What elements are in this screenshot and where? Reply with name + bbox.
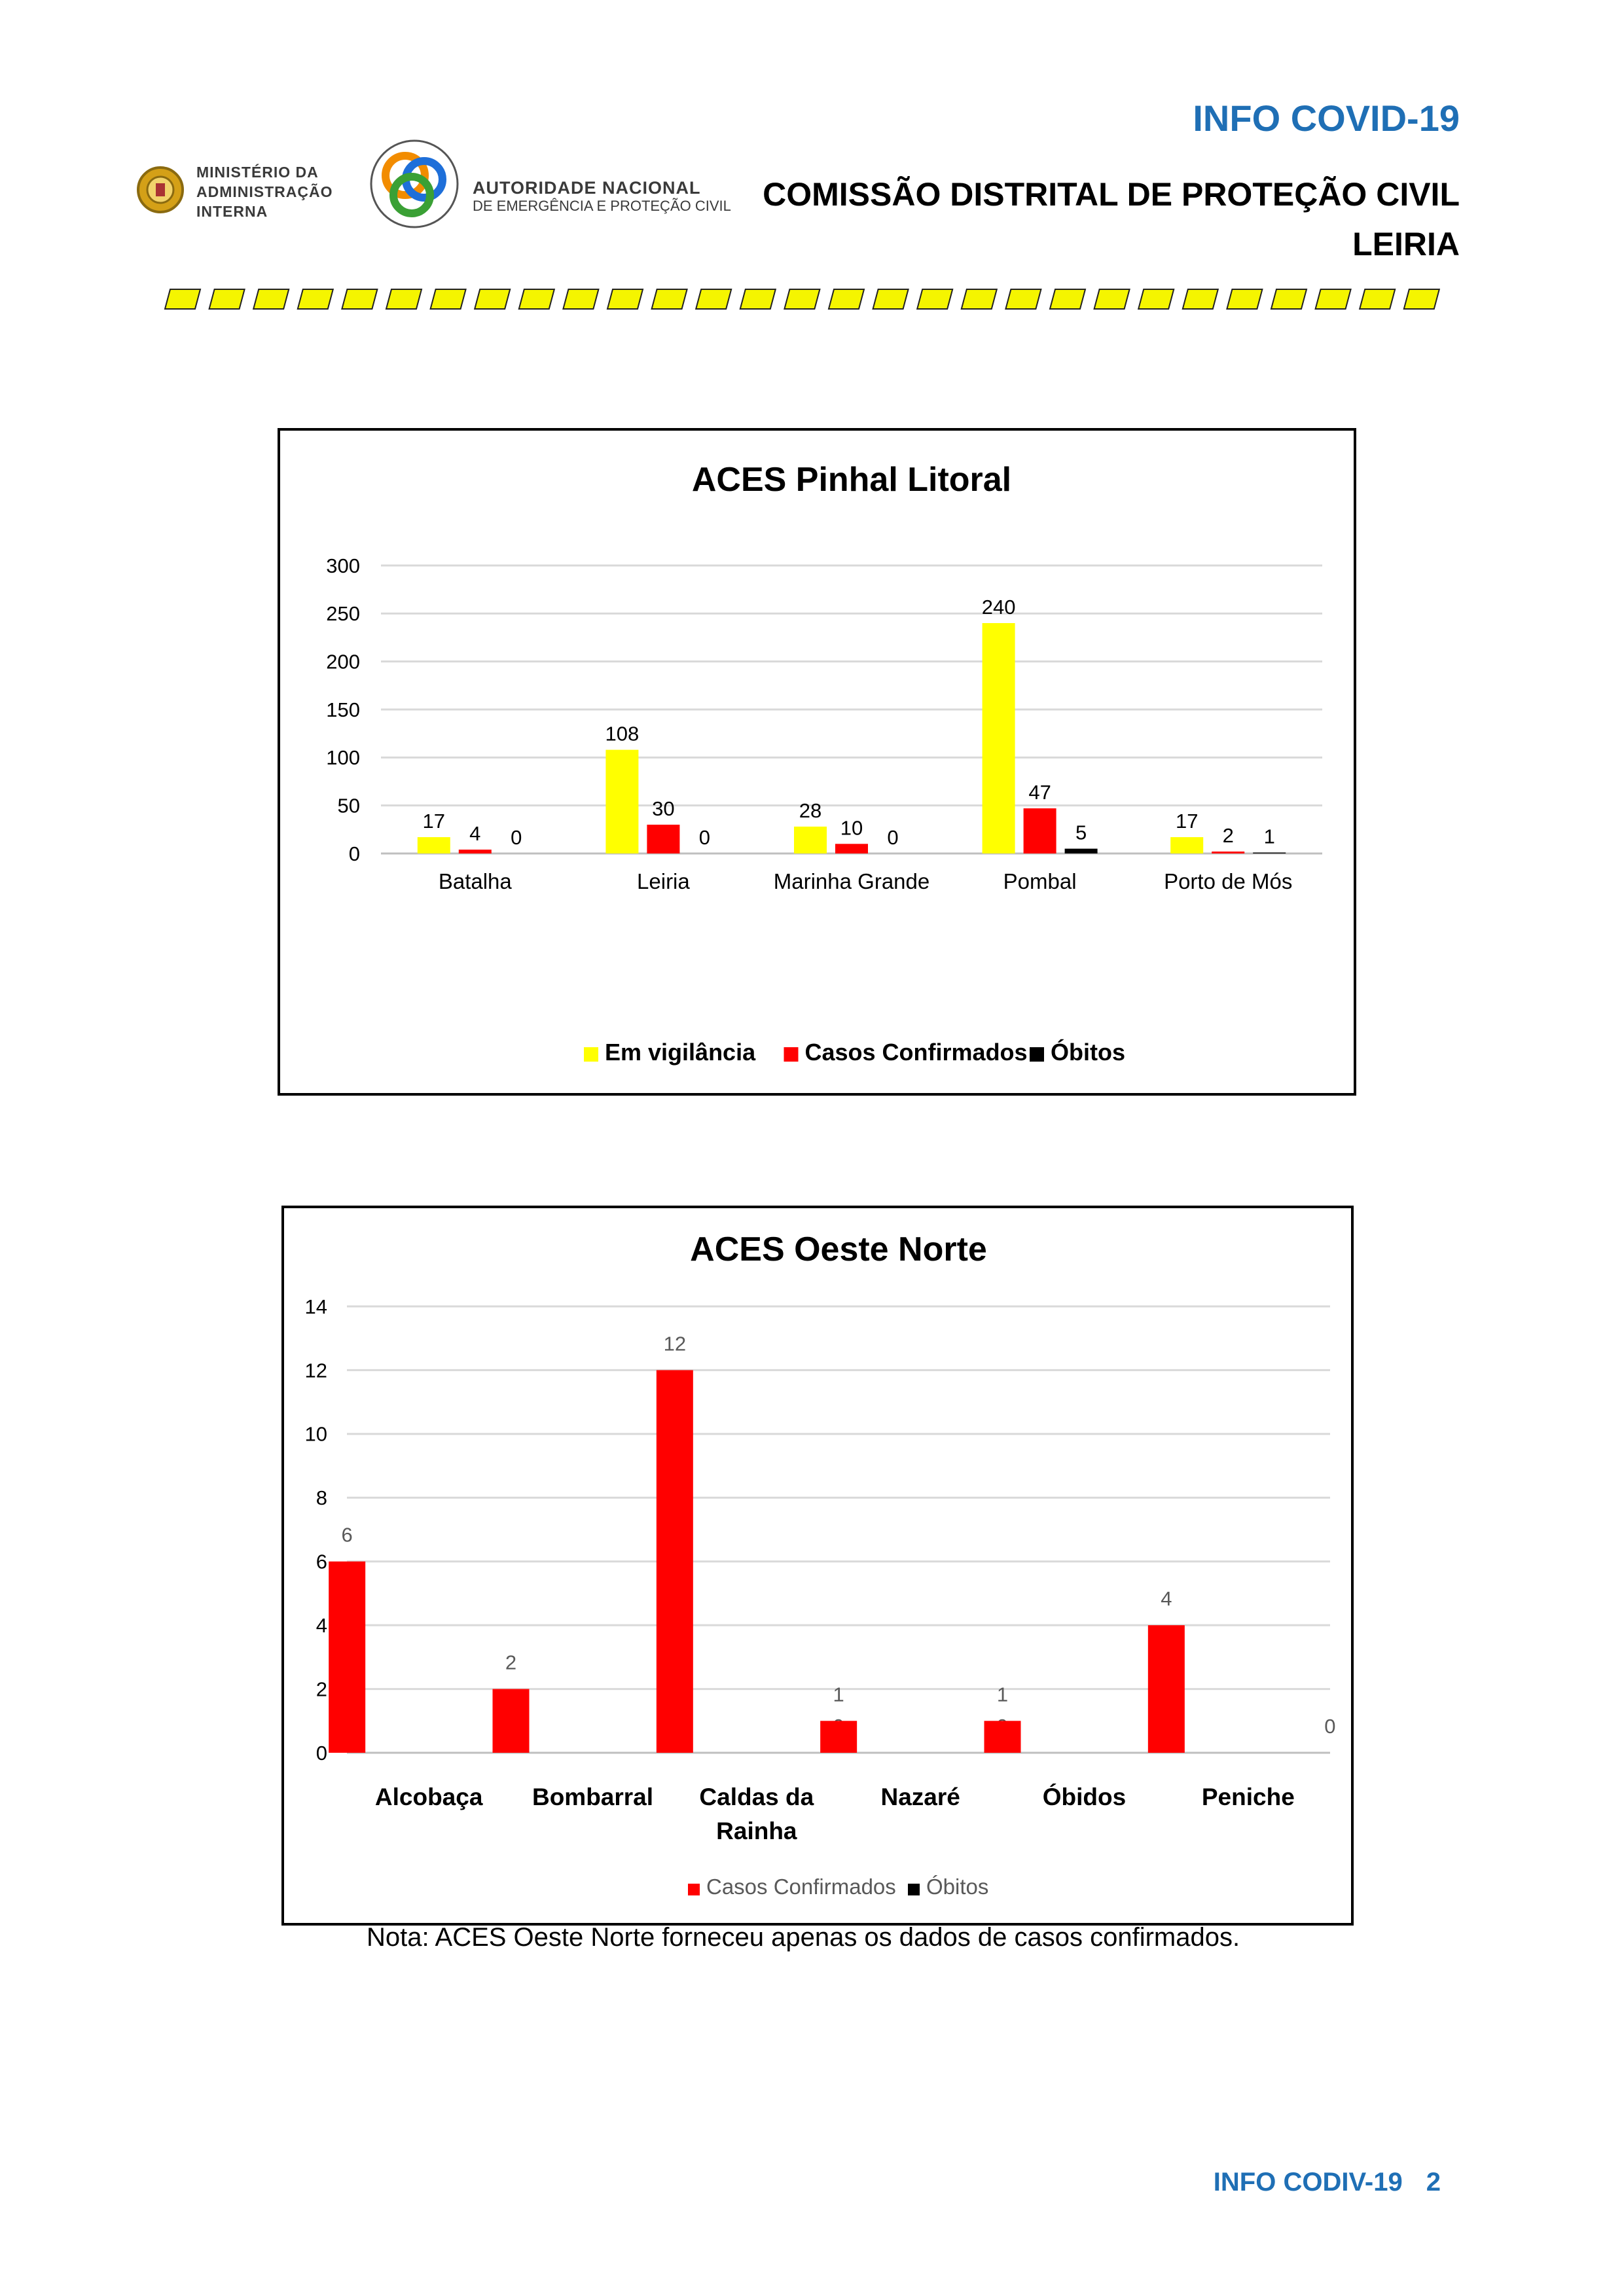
data-label: 0 <box>511 826 522 849</box>
stripe-segment <box>1227 289 1262 309</box>
bar-em-vigilância <box>1170 837 1203 853</box>
chart-oeste-norte-svg <box>284 1208 1351 1923</box>
data-label: 6 <box>341 1523 353 1547</box>
y-tick-label: 50 <box>337 794 360 817</box>
y-tick-label: 2 <box>316 1677 327 1701</box>
ministry-logo-text <box>196 162 333 221</box>
stripe-segment <box>475 289 510 309</box>
stripe-segment <box>253 289 289 309</box>
y-tick-label: 300 <box>326 554 360 577</box>
header-stripe <box>164 288 1447 313</box>
info-title: INFO COVID-19 <box>1193 98 1460 139</box>
category-label: Óbidos <box>1042 1784 1127 1810</box>
stripe-segment <box>1271 289 1307 309</box>
data-label: 30 <box>652 797 675 820</box>
footnote: Nota: ACES Oeste Norte forneceu apenas os dados de casos confirmados. <box>367 1923 1240 1952</box>
category-label: Alcobaça <box>374 1784 483 1810</box>
ministry-emblem-icon <box>134 164 187 216</box>
bar-casos-confirmados <box>1148 1625 1185 1753</box>
stripe-segment <box>652 289 687 309</box>
y-tick-label: 12 <box>304 1359 327 1382</box>
y-tick-label: 150 <box>326 698 360 721</box>
bar-em-vigilância <box>605 750 638 853</box>
data-label: 2 <box>1222 824 1234 848</box>
data-label: 0 <box>887 826 899 849</box>
category-label: Peniche <box>1201 1784 1295 1810</box>
y-tick-label: 10 <box>304 1422 327 1446</box>
legend-label: Casos Confirmados <box>804 1039 1028 1066</box>
stripe-segment <box>696 289 731 309</box>
bar-casos-confirmados <box>657 1370 693 1753</box>
y-tick-label: 14 <box>304 1295 327 1318</box>
category-label: Batalha <box>438 869 512 893</box>
stripe-segment <box>1316 289 1351 309</box>
y-tick-label: 100 <box>326 746 360 770</box>
data-label: 12 <box>663 1332 687 1355</box>
data-label: 1 <box>996 1683 1009 1706</box>
stripe-segment <box>431 289 466 309</box>
page-number: 2 <box>1426 2168 1441 2197</box>
data-label: 240 <box>981 596 1016 619</box>
stripe-segment <box>563 289 598 309</box>
ministry-line-1: MINISTÉRIO DA <box>196 164 319 181</box>
category-label: Marinha Grande <box>773 869 930 893</box>
stripe-segment <box>1094 289 1130 309</box>
stripe-segment <box>962 289 997 309</box>
y-tick-label: 0 <box>348 842 360 865</box>
y-tick-label: 4 <box>316 1613 327 1637</box>
data-label: 28 <box>799 798 822 822</box>
stripe-segment <box>740 289 776 309</box>
stripe-segment <box>873 289 909 309</box>
data-label: 4 <box>1161 1587 1172 1611</box>
y-tick-label: 0 <box>316 1741 327 1765</box>
commission-title: COMISSÃO DISTRITAL DE PROTEÇÃO CIVIL <box>763 176 1460 213</box>
y-tick-label: 8 <box>316 1486 327 1510</box>
category-label: Rainha <box>716 1818 797 1844</box>
district-title: LEIRIA <box>1352 226 1460 262</box>
legend-label: Em vigilância <box>605 1039 756 1066</box>
data-label: 5 <box>1075 821 1087 844</box>
footer-label: INFO CODIV-19 <box>1213 2168 1403 2197</box>
category-label: Leiria <box>637 869 690 893</box>
stripe-segment <box>1183 289 1218 309</box>
legend-swatch <box>688 1884 700 1895</box>
stripe-segment <box>386 289 422 309</box>
category-label: Nazaré <box>880 1784 960 1810</box>
anepc-logo-icon <box>368 137 461 230</box>
bar-em-vigilância <box>794 827 827 853</box>
stripe-segment <box>1360 289 1395 309</box>
ministry-line-3: INTERNA <box>196 203 268 220</box>
bar-casos-confirmados <box>493 1689 530 1753</box>
stripe-segment <box>1138 289 1174 309</box>
stripe-segment <box>1050 289 1085 309</box>
chart-title: ACES Pinhal Litoral <box>691 461 1012 499</box>
stripe-segment <box>1005 289 1041 309</box>
bar-casos-confirmados <box>647 825 679 853</box>
legend-swatch <box>584 1047 598 1062</box>
page-footer <box>1214 2168 1441 2197</box>
chart-pinhal-litoral-svg <box>280 431 1354 1093</box>
data-label: 47 <box>1028 781 1051 804</box>
ministry-line-2: ADMINISTRAÇÃO <box>196 183 333 200</box>
legend-swatch <box>784 1047 799 1062</box>
y-tick-label: 200 <box>326 650 360 673</box>
anepc-name-line2: DE EMERGÊNCIA E PROTEÇÃO CIVIL <box>473 198 731 214</box>
bar-casos-confirmados <box>835 844 868 853</box>
data-label: 108 <box>605 722 640 745</box>
bar-casos-confirmados <box>459 850 492 853</box>
legend-swatch <box>1030 1047 1044 1062</box>
category-label: Pombal <box>1003 869 1077 893</box>
legend-label: Óbitos <box>1051 1039 1125 1066</box>
stripe-segment <box>784 289 820 309</box>
data-label: 4 <box>469 822 481 846</box>
data-label: 17 <box>422 810 446 833</box>
chart-title: ACES Oeste Norte <box>690 1230 987 1268</box>
chart-pinhal-litoral <box>278 428 1356 1096</box>
legend-label: Óbitos <box>926 1874 989 1899</box>
y-tick-label: 6 <box>316 1550 327 1573</box>
data-label: 10 <box>840 816 863 840</box>
chart-oeste-norte <box>281 1206 1354 1926</box>
stripe-segment <box>1404 289 1439 309</box>
bar-em-vigilância <box>983 623 1015 853</box>
stripe-segment <box>298 289 333 309</box>
stripe-segment <box>519 289 554 309</box>
stripe-segment <box>209 289 245 309</box>
bar-óbitos <box>1065 849 1098 853</box>
bar-casos-confirmados <box>984 1721 1021 1753</box>
data-label: 0 <box>1324 1715 1336 1738</box>
data-label: 2 <box>505 1651 517 1674</box>
data-label: 17 <box>1175 810 1199 833</box>
stripe-segment <box>607 289 643 309</box>
category-label: Bombarral <box>532 1784 654 1810</box>
bar-casos-confirmados <box>820 1721 857 1753</box>
bar-em-vigilância <box>418 837 450 853</box>
legend-swatch <box>908 1884 920 1895</box>
y-tick-label: 250 <box>326 602 360 626</box>
anepc-name-line1: AUTORIDADE NACIONAL <box>473 178 701 198</box>
stripe-segment <box>342 289 377 309</box>
data-label: 0 <box>698 826 711 849</box>
bar-casos-confirmados <box>329 1562 365 1753</box>
bar-casos-confirmados <box>1212 852 1244 853</box>
legend-label: Casos Confirmados <box>706 1874 896 1899</box>
category-label: Caldas da <box>699 1784 814 1810</box>
bar-casos-confirmados <box>1024 808 1056 853</box>
stripe-segment <box>165 289 200 309</box>
data-label: 1 <box>833 1683 844 1706</box>
stripe-segment <box>917 289 952 309</box>
category-label: Porto de Mós <box>1164 869 1293 893</box>
data-label: 1 <box>1263 825 1275 848</box>
stripe-segment <box>829 289 864 309</box>
